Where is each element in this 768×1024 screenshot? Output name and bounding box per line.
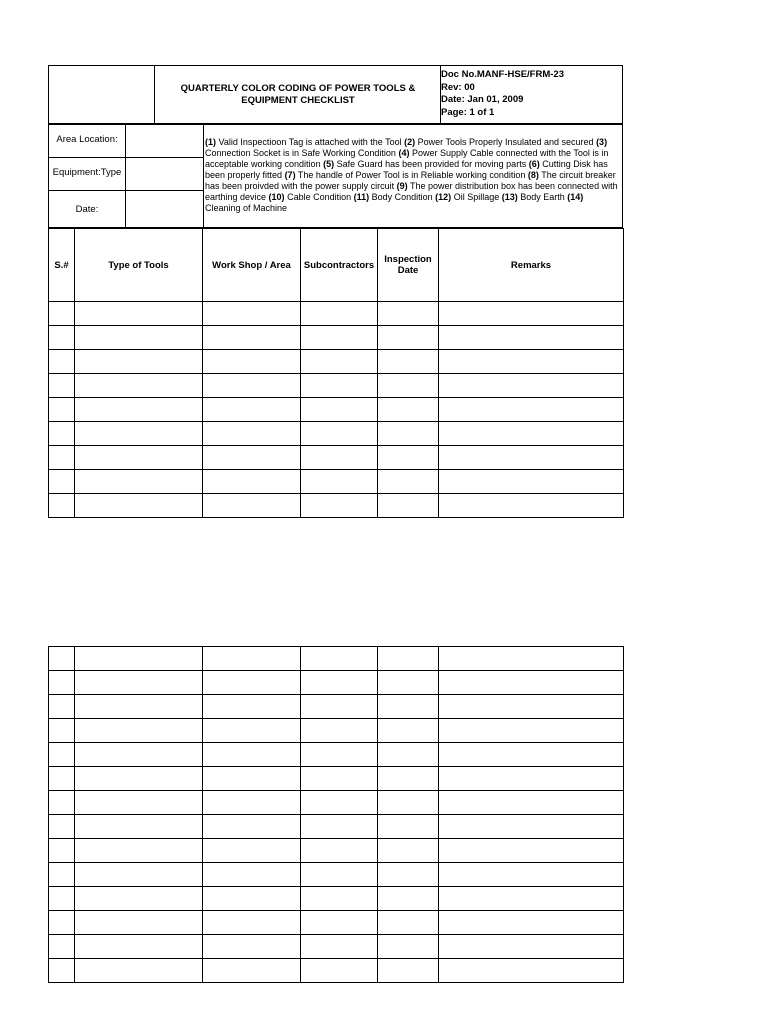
column-header-subcontractors: Subcontractors — [301, 229, 378, 302]
type-of-tools-cell[interactable] — [75, 398, 203, 422]
remarks-cell[interactable] — [439, 911, 624, 935]
checklist-table — [48, 228, 624, 518]
serial-cell[interactable] — [49, 743, 75, 767]
workshop-area-cell[interactable] — [203, 470, 301, 494]
workshop-area-cell[interactable] — [203, 935, 301, 959]
criteria-number: (11) — [353, 192, 370, 202]
inspection-date-cell[interactable] — [378, 719, 439, 743]
criteria-text: Valid Inspectioon Tag is attached with the Tool — [216, 137, 405, 147]
workshop-area-cell[interactable] — [203, 326, 301, 350]
type-of-tools-cell[interactable] — [75, 815, 203, 839]
date-label: Date: — [75, 204, 99, 215]
table-row — [49, 887, 624, 911]
workshop-area-cell[interactable] — [203, 350, 301, 374]
workshop-area-cell[interactable] — [203, 494, 301, 518]
workshop-area-cell[interactable] — [203, 959, 301, 983]
table-row — [49, 719, 624, 743]
table-row — [49, 839, 624, 863]
table-row — [49, 302, 624, 326]
equipment-type-field[interactable] — [126, 158, 203, 190]
remarks-cell[interactable] — [439, 815, 624, 839]
serial-cell[interactable] — [49, 398, 75, 422]
criteria-text: Safe Guard has been provided for moving parts — [334, 159, 529, 169]
revision: Rev: 00 — [441, 81, 475, 93]
remarks-cell[interactable] — [439, 494, 624, 518]
serial-cell[interactable] — [49, 374, 75, 398]
column-header-inspection-date: Inspection Date — [378, 229, 439, 302]
remarks-cell[interactable] — [439, 647, 624, 671]
column-header-type-of-tools: Type of Tools — [75, 229, 203, 302]
type-of-tools-cell[interactable] — [75, 326, 203, 350]
criteria-number: (13) — [501, 192, 518, 202]
page-number: Page: 1 of 1 — [441, 106, 495, 118]
inspection-date-cell[interactable] — [378, 374, 439, 398]
serial-cell[interactable] — [49, 422, 75, 446]
table-header-row — [49, 229, 624, 302]
criteria-text: Cable Condition — [284, 192, 354, 202]
workshop-area-cell[interactable] — [203, 911, 301, 935]
subcontractors-cell[interactable] — [301, 815, 378, 839]
type-of-tools-cell[interactable] — [75, 695, 203, 719]
serial-cell[interactable] — [49, 911, 75, 935]
workshop-area-cell[interactable] — [203, 767, 301, 791]
inspection-date-cell[interactable] — [378, 398, 439, 422]
serial-cell[interactable] — [49, 350, 75, 374]
area-location-label: Area Location: — [56, 134, 118, 145]
criteria-number: (2) — [404, 137, 416, 147]
form-header — [48, 65, 623, 125]
subcontractors-cell[interactable] — [301, 494, 378, 518]
equipment-type-label: Equipment:Type — [52, 167, 122, 178]
inspection-date-cell[interactable] — [378, 863, 439, 887]
table-row — [49, 398, 624, 422]
subcontractors-cell[interactable] — [301, 791, 378, 815]
inspection-date-cell[interactable] — [378, 647, 439, 671]
serial-cell[interactable] — [49, 647, 75, 671]
serial-cell[interactable] — [49, 791, 75, 815]
type-of-tools-cell[interactable] — [75, 767, 203, 791]
remarks-cell[interactable] — [439, 470, 624, 494]
criteria-text: Body Earth — [517, 192, 568, 202]
workshop-area-cell[interactable] — [203, 647, 301, 671]
type-of-tools-cell[interactable] — [75, 422, 203, 446]
criteria-number: (5) — [323, 159, 335, 169]
inspection-date-cell[interactable] — [378, 302, 439, 326]
type-of-tools-cell[interactable] — [75, 446, 203, 470]
inspection-date-cell[interactable] — [378, 470, 439, 494]
criteria-number: (12) — [435, 192, 452, 202]
subcontractors-cell[interactable] — [301, 767, 378, 791]
table-row — [49, 815, 624, 839]
form-title: QUARTERLY COLOR CODING OF POWER TOOLS & EQUIPMENT CHECKLIST — [180, 83, 416, 106]
subcontractors-cell[interactable] — [301, 911, 378, 935]
inspection-date-cell[interactable] — [378, 446, 439, 470]
remarks-cell[interactable] — [439, 695, 624, 719]
criteria-text: Power Tools Properly Insulated and secured — [415, 137, 597, 147]
table-row — [49, 863, 624, 887]
serial-cell[interactable] — [49, 887, 75, 911]
type-of-tools-cell[interactable] — [75, 671, 203, 695]
remarks-cell[interactable] — [439, 719, 624, 743]
table-row — [49, 350, 624, 374]
workshop-area-cell[interactable] — [203, 839, 301, 863]
table-row — [49, 791, 624, 815]
remarks-cell[interactable] — [439, 446, 624, 470]
remarks-cell[interactable] — [439, 374, 624, 398]
subcontractors-cell[interactable] — [301, 422, 378, 446]
criteria-number: (14) — [567, 192, 584, 202]
remarks-cell[interactable] — [439, 863, 624, 887]
workshop-area-cell[interactable] — [203, 791, 301, 815]
serial-cell[interactable] — [49, 767, 75, 791]
serial-cell[interactable] — [49, 446, 75, 470]
subcontractors-cell[interactable] — [301, 350, 378, 374]
type-of-tools-cell[interactable] — [75, 302, 203, 326]
inspection-criteria — [205, 137, 621, 214]
subcontractors-cell[interactable] — [301, 863, 378, 887]
remarks-cell[interactable] — [439, 743, 624, 767]
inspection-date-cell[interactable] — [378, 767, 439, 791]
workshop-area-cell[interactable] — [203, 743, 301, 767]
subcontractors-cell[interactable] — [301, 959, 378, 983]
workshop-area-cell[interactable] — [203, 887, 301, 911]
table-row — [49, 494, 624, 518]
column-header-remarks: Remarks — [439, 229, 624, 302]
info-divider — [203, 125, 204, 227]
criteria-number: (3) — [596, 137, 608, 147]
table-row — [49, 935, 624, 959]
workshop-area-cell[interactable] — [203, 671, 301, 695]
remarks-cell[interactable] — [439, 959, 624, 983]
table-row — [49, 647, 624, 671]
serial-cell[interactable] — [49, 839, 75, 863]
type-of-tools-cell[interactable] — [75, 374, 203, 398]
subcontractors-cell[interactable] — [301, 398, 378, 422]
serial-cell[interactable] — [49, 719, 75, 743]
document-info — [441, 69, 564, 119]
doc-number: Doc No.MANF-HSE/FRM-23 — [441, 69, 564, 80]
table-row — [49, 695, 624, 719]
remarks-cell[interactable] — [439, 671, 624, 695]
area-location-field[interactable] — [126, 125, 203, 157]
table-row — [49, 422, 624, 446]
serial-cell[interactable] — [49, 935, 75, 959]
type-of-tools-cell[interactable] — [75, 887, 203, 911]
criteria-text: The power distribution box has been connected with earthing device — [205, 181, 618, 202]
criteria-number: (8) — [527, 170, 539, 180]
type-of-tools-cell[interactable] — [75, 935, 203, 959]
criteria-text: Cleaning of Machine — [205, 203, 288, 213]
table-row — [49, 767, 624, 791]
workshop-area-cell[interactable] — [203, 719, 301, 743]
criteria-text: Power Supply Cable connected with the Tool is in acceptable working condition — [205, 148, 609, 169]
column-header-serial: S.# — [49, 229, 75, 302]
subcontractors-cell[interactable] — [301, 671, 378, 695]
criteria-text: The circuit breaker has been proivded with the power supply circuit — [205, 170, 616, 191]
serial-cell[interactable] — [49, 671, 75, 695]
workshop-area-cell[interactable] — [203, 863, 301, 887]
type-of-tools-cell[interactable] — [75, 647, 203, 671]
type-of-tools-cell[interactable] — [75, 719, 203, 743]
table-row — [49, 911, 624, 935]
issue-date: Date: Jan 01, 2009 — [441, 94, 524, 105]
criteria-text: Body Condition — [369, 192, 436, 202]
inspection-info — [48, 125, 623, 229]
remarks-cell[interactable] — [439, 935, 624, 959]
type-of-tools-cell[interactable] — [75, 959, 203, 983]
subcontractors-cell[interactable] — [301, 470, 378, 494]
type-of-tools-cell[interactable] — [75, 494, 203, 518]
serial-cell[interactable] — [49, 695, 75, 719]
inspection-date-cell[interactable] — [378, 695, 439, 719]
type-of-tools-cell[interactable] — [75, 911, 203, 935]
remarks-cell[interactable] — [439, 422, 624, 446]
serial-cell[interactable] — [49, 302, 75, 326]
table-row — [49, 374, 624, 398]
remarks-cell[interactable] — [439, 326, 624, 350]
criteria-number: (7) — [284, 170, 296, 180]
inspection-date-cell[interactable] — [378, 887, 439, 911]
inspection-date-cell[interactable] — [378, 959, 439, 983]
type-of-tools-cell[interactable] — [75, 863, 203, 887]
remarks-cell[interactable] — [439, 302, 624, 326]
serial-cell[interactable] — [49, 815, 75, 839]
criteria-number: (10) — [268, 192, 285, 202]
type-of-tools-cell[interactable] — [75, 350, 203, 374]
type-of-tools-cell[interactable] — [75, 791, 203, 815]
remarks-cell[interactable] — [439, 887, 624, 911]
remarks-cell[interactable] — [439, 350, 624, 374]
remarks-cell[interactable] — [439, 767, 624, 791]
type-of-tools-cell[interactable] — [75, 743, 203, 767]
inspection-date-cell[interactable] — [378, 815, 439, 839]
workshop-area-cell[interactable] — [203, 302, 301, 326]
table-row — [49, 671, 624, 695]
subcontractors-cell[interactable] — [301, 374, 378, 398]
table-row — [49, 959, 624, 983]
inspection-date-cell[interactable] — [378, 350, 439, 374]
criteria-text: Connection Socket is in Safe Working Condition — [205, 148, 399, 158]
subcontractors-cell[interactable] — [301, 719, 378, 743]
inspection-date-cell[interactable] — [378, 422, 439, 446]
type-of-tools-cell[interactable] — [75, 470, 203, 494]
workshop-area-cell[interactable] — [203, 695, 301, 719]
serial-cell[interactable] — [49, 959, 75, 983]
inspection-date-cell[interactable] — [378, 911, 439, 935]
subcontractors-cell[interactable] — [301, 446, 378, 470]
workshop-area-cell[interactable] — [203, 374, 301, 398]
inspection-date-cell[interactable] — [378, 494, 439, 518]
inspection-date-cell[interactable] — [378, 935, 439, 959]
subcontractors-cell[interactable] — [301, 887, 378, 911]
table-row — [49, 326, 624, 350]
subcontractors-cell[interactable] — [301, 935, 378, 959]
subcontractors-cell[interactable] — [301, 302, 378, 326]
remarks-cell[interactable] — [439, 791, 624, 815]
inspection-date-cell[interactable] — [378, 839, 439, 863]
serial-cell[interactable] — [49, 470, 75, 494]
inspection-date-cell[interactable] — [378, 743, 439, 767]
subcontractors-cell[interactable] — [301, 647, 378, 671]
criteria-text: Cutting Disk has been properly fitted — [205, 159, 608, 180]
column-header-workshop-area: Work Shop / Area — [203, 229, 301, 302]
workshop-area-cell[interactable] — [203, 398, 301, 422]
serial-cell[interactable] — [49, 494, 75, 518]
date-field[interactable] — [126, 191, 203, 227]
criteria-number: (1) — [205, 137, 216, 147]
workshop-area-cell[interactable] — [203, 422, 301, 446]
remarks-cell[interactable] — [439, 839, 624, 863]
subcontractors-cell[interactable] — [301, 695, 378, 719]
criteria-text: The handle of Power Tool is in Reliable working condition — [295, 170, 528, 180]
workshop-area-cell[interactable] — [203, 815, 301, 839]
type-of-tools-cell[interactable] — [75, 839, 203, 863]
checklist-continuation-table — [48, 646, 624, 983]
criteria-number: (9) — [396, 181, 408, 191]
subcontractors-cell[interactable] — [301, 326, 378, 350]
inspection-date-cell[interactable] — [378, 326, 439, 350]
criteria-number: (4) — [398, 148, 410, 158]
table-row — [49, 446, 624, 470]
inspection-date-cell[interactable] — [378, 671, 439, 695]
table-row — [49, 743, 624, 767]
subcontractors-cell[interactable] — [301, 839, 378, 863]
remarks-cell[interactable] — [439, 398, 624, 422]
serial-cell[interactable] — [49, 326, 75, 350]
inspection-date-cell[interactable] — [378, 791, 439, 815]
table-row — [49, 470, 624, 494]
workshop-area-cell[interactable] — [203, 446, 301, 470]
subcontractors-cell[interactable] — [301, 743, 378, 767]
serial-cell[interactable] — [49, 863, 75, 887]
criteria-number: (6) — [528, 159, 540, 169]
criteria-text: Oil Spillage — [451, 192, 502, 202]
